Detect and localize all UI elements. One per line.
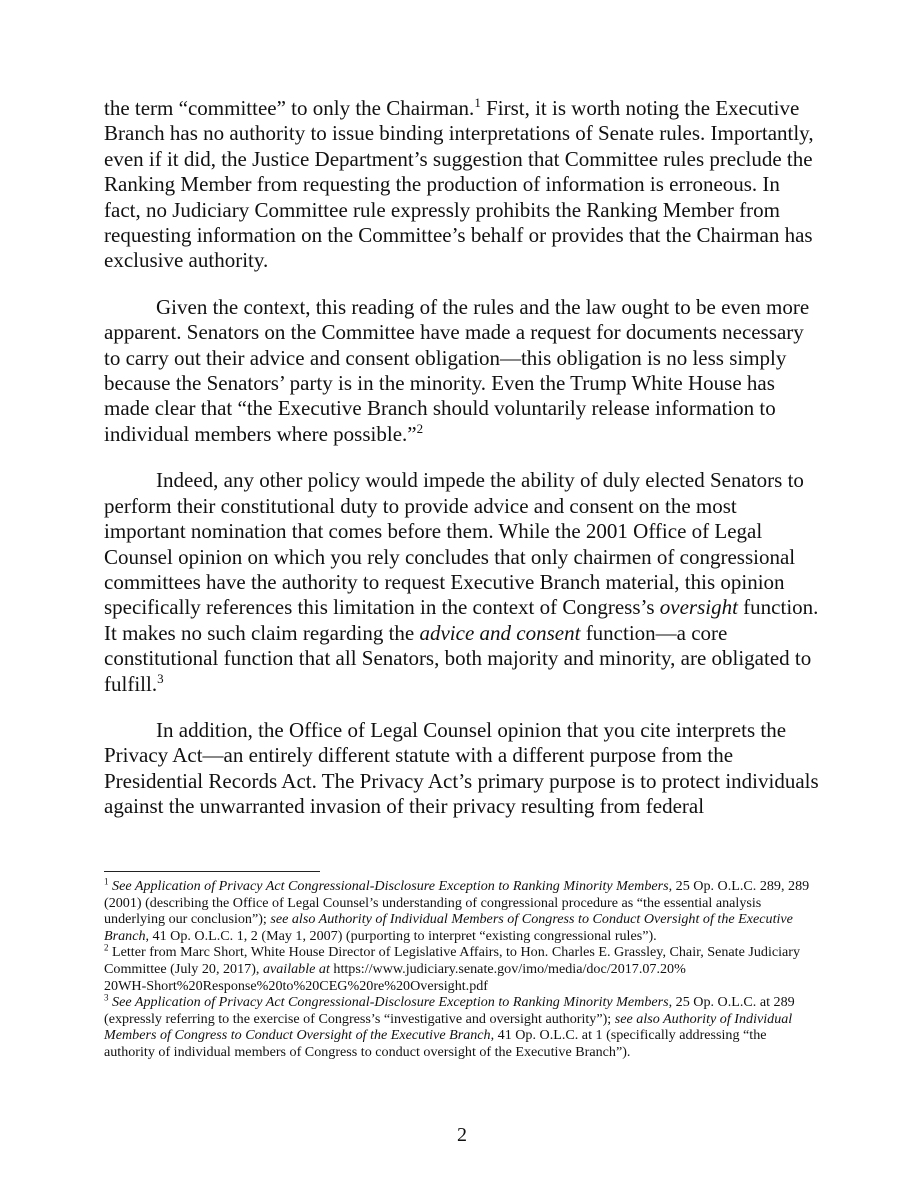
- footnote-1: $^1$ See Application of Privacy Act Congressional-Disclosure Exception to Ranking Minority Members, 25 Op. O.L.C. 289, 289 (2001) (describing the Office of Legal Counsel’s understanding of congressional procedure as “the essential analysis underlying our conclusion”); see also Authority of Individual Members of Congress to Conduct Oversight of the Executive Branch, 41 Op. O.L.C. 1, 2 (May 1, 2007) (purporting to interpret “existing congressional rules”).: [104, 876, 810, 944]
- italic-text: oversight: [659, 595, 738, 620]
- footnote-3: $^3$ See Application of Privacy Act Congressional-Disclosure Exception to Ranking Minority Members, 25 Op. O.L.C. at 289 (expressly referring to the exercise of Congress’s “investigative and oversight authority”); see also Authority of Individual Members of Congress to Conduct Oversight of the Executive Branch, 41 Op. O.L.C. at 1 (specifically addressing “the authority of individual members of Congress to conduct oversight of the Executive Branch”).: [104, 992, 795, 1060]
- footnote-marker: 3: [104, 992, 109, 1003]
- footnote-marker: 3: [157, 670, 164, 686]
- page-number: 2: [457, 1124, 467, 1146]
- footnotes: [104, 878, 820, 1061]
- italic-text: advice and consent: [419, 620, 581, 645]
- body-paragraph: Indeed, any other policy would impede the ability of duly elected Senators to perform their constitutional duty to provide advice and consent on the most important nomination that comes before them. While the 2001 Office of Legal Counsel opinion on which you rely concludes that only chairmen of congressional committees have the authority to request Executive Branch material, this opinion specifically references this limitation in the context of Congress’s oversight function. It makes no such claim regarding the advice and consent function—a core constitutional function that all Senators, both majority and minority, are obligated to fulfill.$^3$: [104, 468, 819, 696]
- footnote-separator: [104, 871, 320, 872]
- italic-text: available at: [262, 960, 330, 977]
- italic-text: see also Authority of Individual Members of Congress to Conduct Oversight of the Executive Branch: [104, 911, 793, 944]
- italic-text: See Application of Privacy Act Congressional-Disclosure Exception to Ranking Minority Members: [112, 878, 669, 894]
- body-paragraph: Given the context, this reading of the rules and the law ought to be even more apparent. Senators on the Committee have made a request for documents necessary to carry out their advice and consent obligation—this obligation is no less simply because the Senators’ party is in the minority. Even the Trump White House has made clear that “the Executive Branch should voluntarily release information to individual members where possible.”$^2$: [104, 294, 810, 446]
- letter-body: [104, 96, 820, 841]
- footnote-marker: 1: [104, 876, 109, 887]
- body-paragraph: In addition, the Office of Legal Counsel opinion that you cite interprets the Privacy Act—an entirely different statute with a different purpose from the Presidential Records Act. The Privacy Act’s primary purpose is to protect individuals against the unwarranted invasion of their privacy resulting from federal: [104, 717, 819, 819]
- body-paragraph: the term “committee” to only the Chairman.$^1$ First, it is worth noting the Executive Branch has no authority to issue binding interpretations of Senate rules. Importantly, even if it did, the Justice Department’s suggestion that Committee rules preclude the Ranking Member from requesting the production of information is erroneous. In fact, no Judiciary Committee rule expressly prohibits the Ranking Member from requesting information on the Committee’s behalf or provides that the Chairman has exclusive authority.: [104, 95, 814, 273]
- footnote-marker: 2: [104, 942, 109, 953]
- footnote-marker: 1: [474, 95, 481, 110]
- italic-text: See Application of Privacy Act Congressional-Disclosure Exception to Ranking Minority Members: [112, 994, 669, 1011]
- italic-text: see also Authority of Individual Members of Congress to Conduct Oversight of the Executive Branch: [104, 1010, 793, 1044]
- footnote-2: $^2$ Letter from Marc Short, White House Director of Legislative Affairs, to Hon. Charles E. Grassley, Chair, Senate Judiciary Committee (July 20, 2017), available at https://www.judiciary.senate.gov/imo/media/doc/2017.07.20% 20WH-Short%20Response%20to%20CEG%20re%20Oversight.pdf: [104, 942, 801, 994]
- footnote-marker: 2: [416, 420, 424, 436]
